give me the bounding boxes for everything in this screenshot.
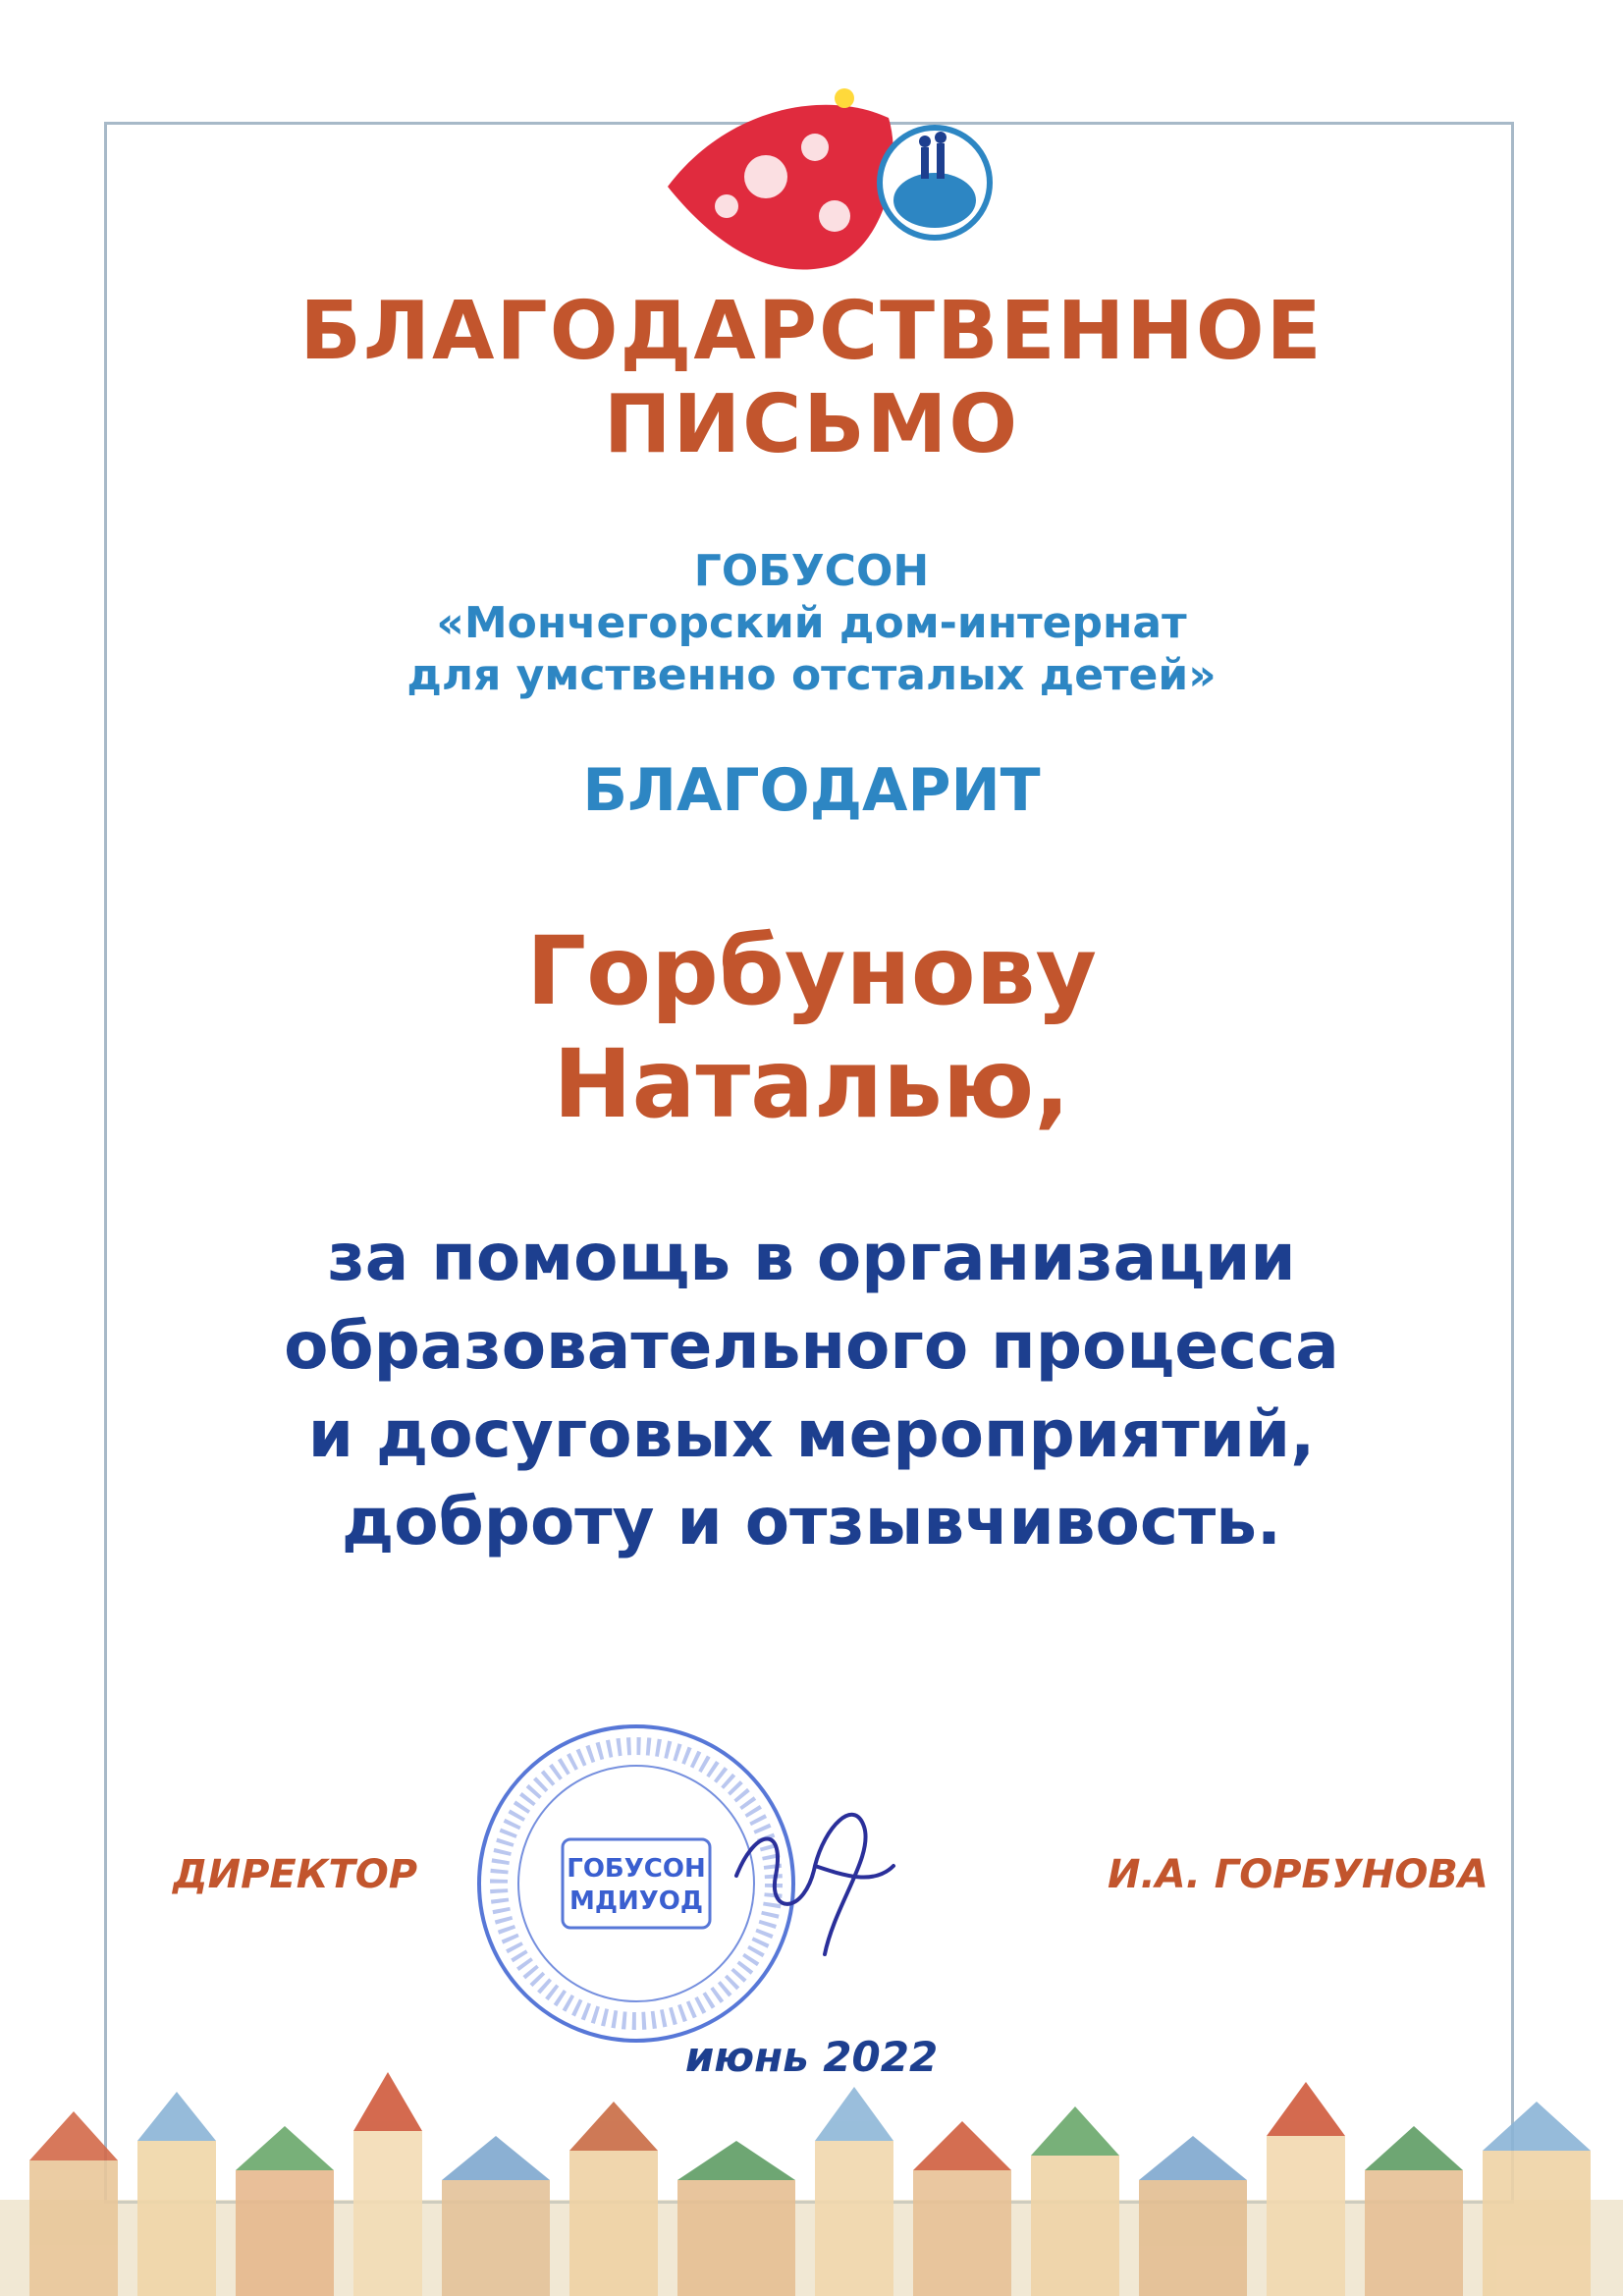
- reason-text: [0, 1214, 1623, 1566]
- reason-line-1: за помощь в организации: [327, 1220, 1296, 1295]
- signer-position: ДИРЕКТОР: [173, 1852, 418, 1897]
- stamp-center-line-2: МДИУОД: [568, 1886, 704, 1916]
- organization-block: [0, 546, 1623, 701]
- institution-logo: [648, 79, 1001, 295]
- thanks-word: БЛАГОДАРИТ: [582, 756, 1041, 825]
- reason-line-4: доброту и отзывчивость.: [341, 1484, 1282, 1560]
- reason-line-2: образовательного процесса: [284, 1307, 1339, 1384]
- title-line-1: БЛАГОДАРСТВЕННОЕ: [299, 285, 1324, 378]
- handwritten-signature: [717, 1768, 903, 1964]
- thanks-heading: [0, 756, 1623, 825]
- recipient-surname: Горбунову: [525, 916, 1098, 1026]
- reason-line-3: и досуговых мероприятий,: [307, 1395, 1316, 1472]
- letter-title: [0, 285, 1623, 471]
- recipient-name: [0, 915, 1623, 1141]
- org-abbreviation: ГОБУСОН: [693, 546, 930, 596]
- title-line-2: ПИСЬМО: [603, 378, 1020, 472]
- stamp-center-line-1: ГОБУСОН: [567, 1854, 706, 1884]
- letter-date: июнь 2022: [684, 2033, 939, 2081]
- org-name-line-2: для умственно отсталых детей»: [406, 649, 1217, 700]
- recipient-firstname: Наталью,: [553, 1029, 1070, 1140]
- signer-name: И.А. ГОРБУНОВА: [1108, 1852, 1488, 1897]
- org-name-line-1: «Мончегорский дом-интернат: [436, 597, 1187, 648]
